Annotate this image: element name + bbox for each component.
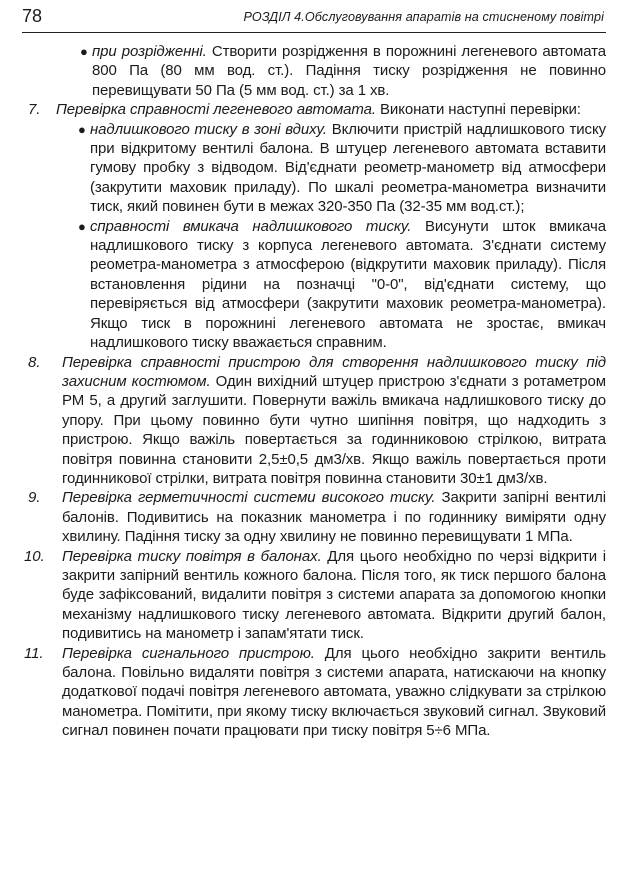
paragraph-text (90, 120, 606, 217)
bullet-rarefaction (22, 42, 606, 100)
section-heading: Перевірка тиску повітря в балонах. (62, 547, 322, 565)
paragraph-text (92, 42, 606, 100)
paragraph-text (62, 488, 606, 546)
section-number: 9. (28, 489, 41, 507)
section-heading: Перевірка герметичності системи високого тиску. (62, 489, 436, 507)
paragraph-text (62, 353, 606, 489)
page-header (22, 4, 606, 33)
paragraph-body: Включити пристрій надлишкового тиску при відкритому вентилі балона. В штуцер легеневого автомата вставити гумову пробку з відводом. Від'єднати реометр-манометр від атмосфери (закрутити маховик приладу). По шкалі реометра-манометра визначити тиск, який повинен бути в межах 320-350 Па (32-35 мм вод.ст.); (90, 120, 606, 216)
section-11 (22, 644, 606, 741)
paragraph-lead: справності вмикача надлишкового тиску. (90, 217, 412, 235)
section-number: 10. (24, 547, 45, 565)
page-number: 78 (22, 6, 43, 26)
paragraph-body: Закрити запірні вентилі балонів. Подивитись на показник манометра і по годиннику виміряти одну хвилину. Падіння тиску за одну хвилину не повинно перевищувати 1 МПа. (62, 489, 606, 546)
section-number: 8. (28, 353, 41, 371)
paragraph-lead: при розрідженні. (92, 43, 207, 60)
paragraph-body: Виконати наступні перевірки: (375, 101, 581, 119)
section-heading: Перевірка справності пристрою для створення надлишкового тиску під захисним костюмом. (62, 353, 606, 390)
bullet-overpressure (22, 120, 606, 217)
section-8 (22, 353, 606, 489)
paragraph-body: Один вихідний штуцер пристрою з'єднати з ротаметром РМ 5, а другий заглушити. Повернути важіль вмикача надлишкового тиску до упору. При цьому повинно бути чутно шипіння повітря, що надходить з пристрою. Якщо важіль повертається за годинниковою стрілкою, витрата повітря повинна становити 2,5±0,5 дм3/хв. Якщо важіль повертається проти годинникової стрілки, витрата повітря повинна становити 30±1 дм3/хв. (62, 372, 606, 487)
paragraph-body: Для цього необхідно закрити вентиль балона. Повільно видаляти повітря з системи апарата, натискаючи на кнопку додаткової подачі повітря легеневого автомата, уважно слідкувати за стрілкою манометра. Помітити, при якому тиску включається звуковий сигнал. Звуковий сигнал повинен почати працювати при тиску повітря 5÷6 МПа. (62, 644, 606, 740)
running-head: РОЗДІЛ 4.Обслуговування апаратів на стисненому повітрі (243, 10, 604, 24)
section-10 (22, 547, 606, 644)
paragraph-body: Створити розрідження в порожнині легеневого автомата 800 Па (80 мм вод. ст.). Падіння тиску розрідження не повинно перевищувати 50 Па (5 мм вод. ст.) за 1 хв. (92, 43, 606, 99)
paragraph-text (56, 100, 606, 119)
bullet-switch (22, 217, 606, 353)
bullet-marker: ● (78, 218, 86, 234)
paragraph-lead: надлишкового тиску в зоні вдиху. (90, 120, 327, 138)
bullet-marker: ● (80, 44, 88, 59)
section-heading: Перевірка справності легеневого автомата. (56, 101, 376, 119)
bullet-marker: ● (78, 121, 86, 137)
section-number: 7. (28, 101, 41, 119)
section-heading: Перевірка сигнального пристрою. (62, 644, 315, 662)
section-7 (22, 100, 606, 119)
section-number: 11. (24, 644, 44, 662)
section-9 (22, 488, 606, 546)
paragraph-text (62, 547, 606, 644)
paragraph-body: Висунути шток вмикача надлишкового тиску з корпуса легеневого автомата. З'єднати систему реометра-манометра з атмосферою (відкрутити маховик приладу). Після встановлення рідини на позначці "0-0", від'єднати систему, що перевіряється від атмосфери (закрутити маховик реометра-манометра). Якщо тиск в порожнині легеневого автомата не зростає, вмикач надлишкового тиску вважається справним. (90, 217, 606, 352)
paragraph-body: Для цього необхідно по черзі відкрити і закрити запірний вентиль кожного балона. Після того, як тиск першого балона буде зафіксований, видалити повітря з системи апарата за допомогою кнопки механізму надлишкового тиску легеневого автомата. Відкрити другий балон, подивитись на манометр і запам'ятати тиск. (62, 547, 606, 643)
page-body (22, 42, 606, 741)
paragraph-text (62, 644, 606, 741)
paragraph-text (90, 217, 606, 353)
